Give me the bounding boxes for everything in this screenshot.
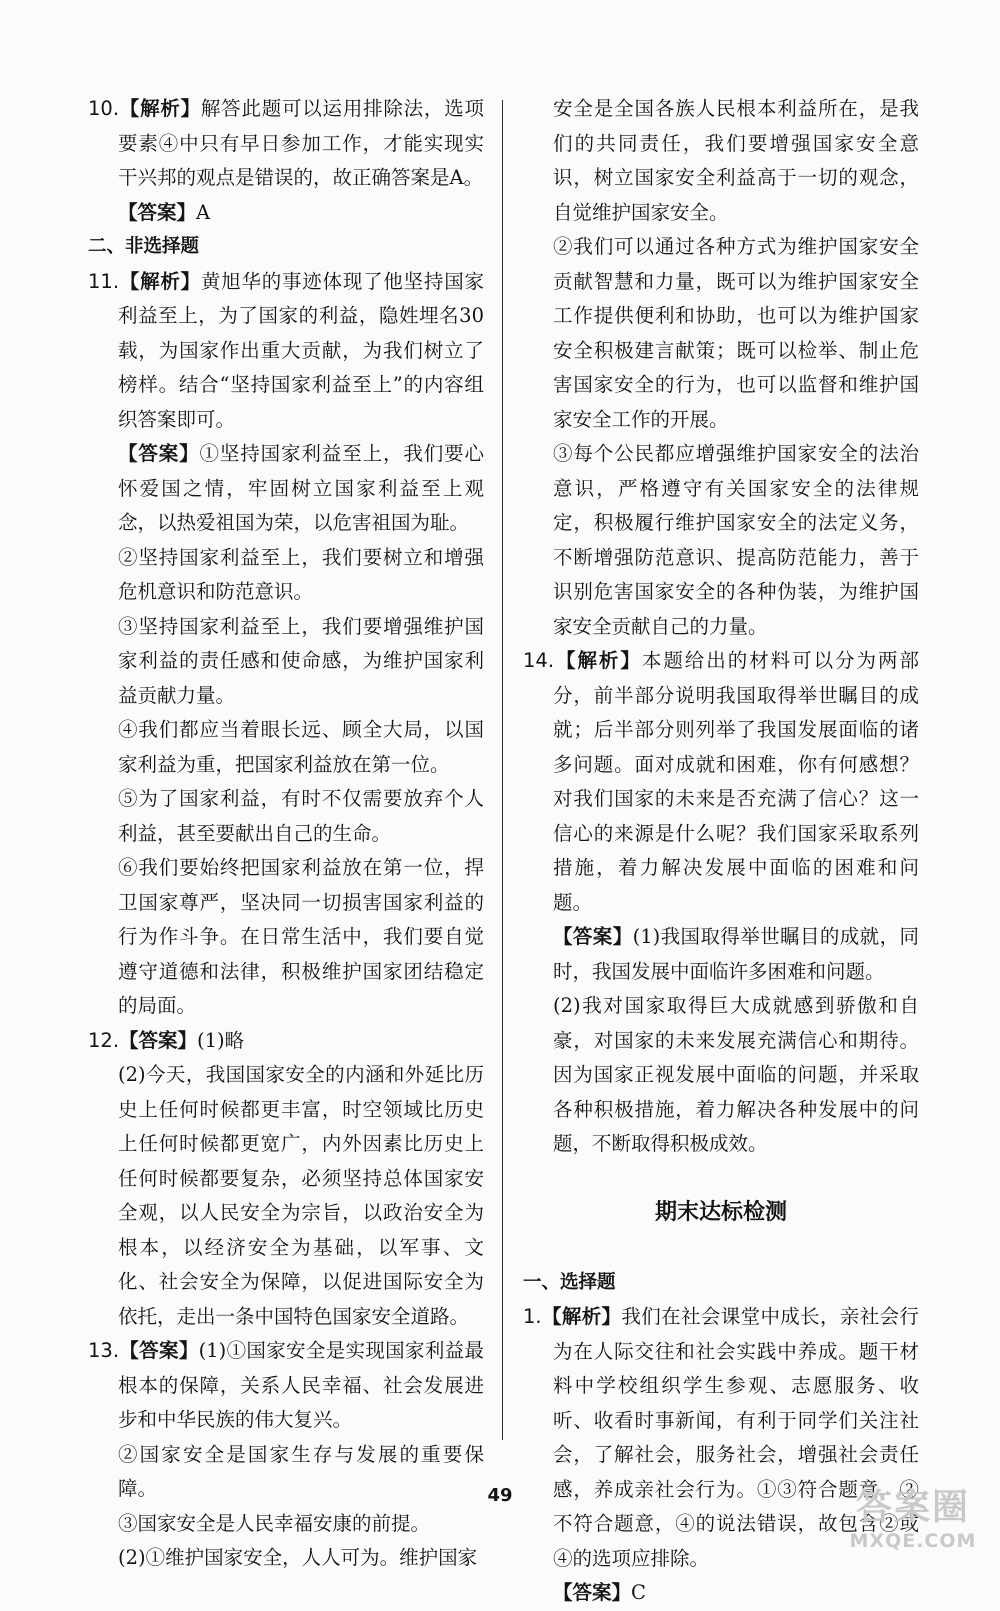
question-11 [88,265,484,438]
question-number: 11. [88,269,120,293]
watermark-url: MXQE.COM [849,1530,977,1552]
answer-tag: 【答案】 [118,442,200,465]
answer-13-part-2: (2)①维护国家安全，人人可为。维护国家 [118,1546,478,1569]
answer-text: (1)①国家安全是实现国家利益最根本的保障，关系人民幸福、社会发展进步和中华民族的伟大复兴。 [118,1339,484,1431]
answer-13-continued: 安全是全国各族人民根本利益所在，是我们的共同责任，我们要增强国家安全意识，树立国家安全利益高于一切的观念，自觉维护国家安全。 [553,97,919,224]
question-number: 13. [88,1339,120,1362]
question-number: 12. [88,1028,120,1052]
answer-tag: 【答案】 [553,1581,632,1604]
analysis-text: 本题给出的材料可以分为两部分，前半部分说明我国取得举世瞩目的成就；后半部分则列举了我国发展面临的诸多问题。面对成就和困难，你有何感想？对我们国家的未来是否充满了信心？这一信心的来源是什么呢？我们国家采取系列措施，着力解决发展中面临的困难和问题。 [553,649,919,914]
question-number: 14. [523,649,555,672]
answer-10 [88,196,484,231]
watermark-title: 答案圈 [855,1487,970,1528]
analysis-tag: 【解析】 [554,649,642,672]
question-13 [88,1334,484,1438]
answer-tag: 【答案】 [119,1339,199,1362]
answer-13-point-2: ②国家安全是国家生存与发展的重要保障。 [118,1442,484,1500]
question-number: 1. [523,1305,542,1328]
answer-tag: 【答案】 [553,925,633,948]
right-column [523,92,919,1611]
answer-11-point-6: ⑥我们要始终把国家利益放在第一位，捍卫国家尊严，坚决同一切损害国家利益的行为作斗争。在日常生活中，我们要自觉遵守道德和法律，积极维护国家团结稳定的局面。 [118,856,484,1017]
answer-11-point-3: ③坚持国家利益至上，我们要增强维护国家利益的责任感和使命感，为维护国家利益贡献力量。 [118,614,484,707]
analysis-text: 我们在社会课堂中成长，亲社会行为在人际交往和社会实践中养成。题干材料中学校组织学生参观、志愿服务、收听、收看时事新闻，有利于同学们关注社会，了解社会，服务社会，增强社会责任感，养成亲社会行为。①③符合题意，②不符合题意，④的说法错误，故包含②或④的选项应排除。 [553,1305,919,1570]
analysis-tag: 【解析】 [119,97,201,120]
analysis-tag: 【解析】 [541,1305,622,1328]
answer-tag: 【答案】 [119,1028,198,1052]
answer-13-point-2b: ②我们可以通过各种方式为维护国家安全贡献智慧和力量，既可以为维护国家安全工作提供便利和协助，也可以为维护国家安全积极建言献策；既可以检举、制止危害国家安全的行为，也可以监督和维护国家安全工作的开展。 [553,235,919,431]
watermark-logo [838,1487,988,1559]
page-number: 49 [487,1485,513,1506]
question-14 [523,644,919,920]
section-heading-nonchoice: 二、非选择题 [88,236,200,257]
question-number: 10. [88,97,120,120]
answer-13-point-3b: ③每个公民都应增强维护国家安全的法治意识，严格遵守有关国家安全的法律规定，积极履行维护国家安全的法定义务，不断增强防范意识、提高防范能力，善于识别危害国家安全的各种伪装，为维护国家安全贡献自己的力量。 [553,442,919,638]
column-divider [502,100,503,1440]
answer-11 [88,437,484,541]
answer-12-part-2: (2)今天，我国国家安全的内涵和外延比历史上任何时候都更丰富，时空领域比历史上任何时候都更宽广，内外因素比历史上任何时候都要复杂，必须坚持总体国家安全观，以人民安全为宗旨，以政治安全为根本，以经济安全为基础，以军事、文化、社会安全为保障，以促进国际安全为依托，走出一条中国特色国家安全道路。 [118,1063,484,1328]
answer-text: C [631,1581,646,1604]
answer-1 [523,1576,919,1611]
answer-text: A [196,200,211,224]
question-10 [88,92,484,196]
left-column [88,92,484,1576]
final-test-heading: 期末达标检测 [654,1199,787,1225]
section-heading-choice: 一、选择题 [523,1271,616,1293]
analysis-text: 黄旭华的事迹体现了他坚持国家利益至上，为了国家的利益，隐姓埋名30载，为国家作出重大贡献，为我们树立了榜样。结合“坚持国家利益至上”的内容组织答案即可。 [118,269,484,431]
question-12 [88,1024,484,1059]
answer-text: ①坚持国家利益至上，我们要心怀爱国之情，牢固树立国家利益至上观念，以热爱祖国为荣，以危害祖国为耻。 [118,442,484,534]
answer-tag: 【答案】 [118,200,197,224]
analysis-tag: 【解析】 [119,269,201,293]
answer-text: (1)我国取得举世瞩目的成就，同时，我国发展中面临许多困难和问题。 [553,925,919,983]
answer-14 [523,920,919,989]
answer-14-part-2: (2)我对国家取得巨大成就感到骄傲和自豪，对国家的未来发展充满信心和期待。因为国家正视发展中面临的问题，并采取各种积极措施，着力解决各种发展中的问题，不断取得积极成效。 [553,994,919,1155]
answer-11-point-2: ②坚持国家利益至上，我们要树立和增强危机意识和防范意识。 [118,545,484,603]
answer-11-point-5: ⑤为了国家利益，有时不仅需要放弃个人利益，甚至要献出自己的生命。 [118,787,484,845]
answer-11-point-4: ④我们都应当着眼长远、顾全大局，以国家利益为重，把国家利益放在第一位。 [118,718,484,776]
answer-13-point-3: ③国家安全是人民幸福安康的前提。 [118,1511,431,1535]
answer-text: (1)略 [197,1028,245,1052]
analysis-text: 解答此题可以运用排除法，选项要素④中只有早日参加工作，才能实现实干兴邦的观点是错误的，故正确答案是A。 [118,97,484,189]
